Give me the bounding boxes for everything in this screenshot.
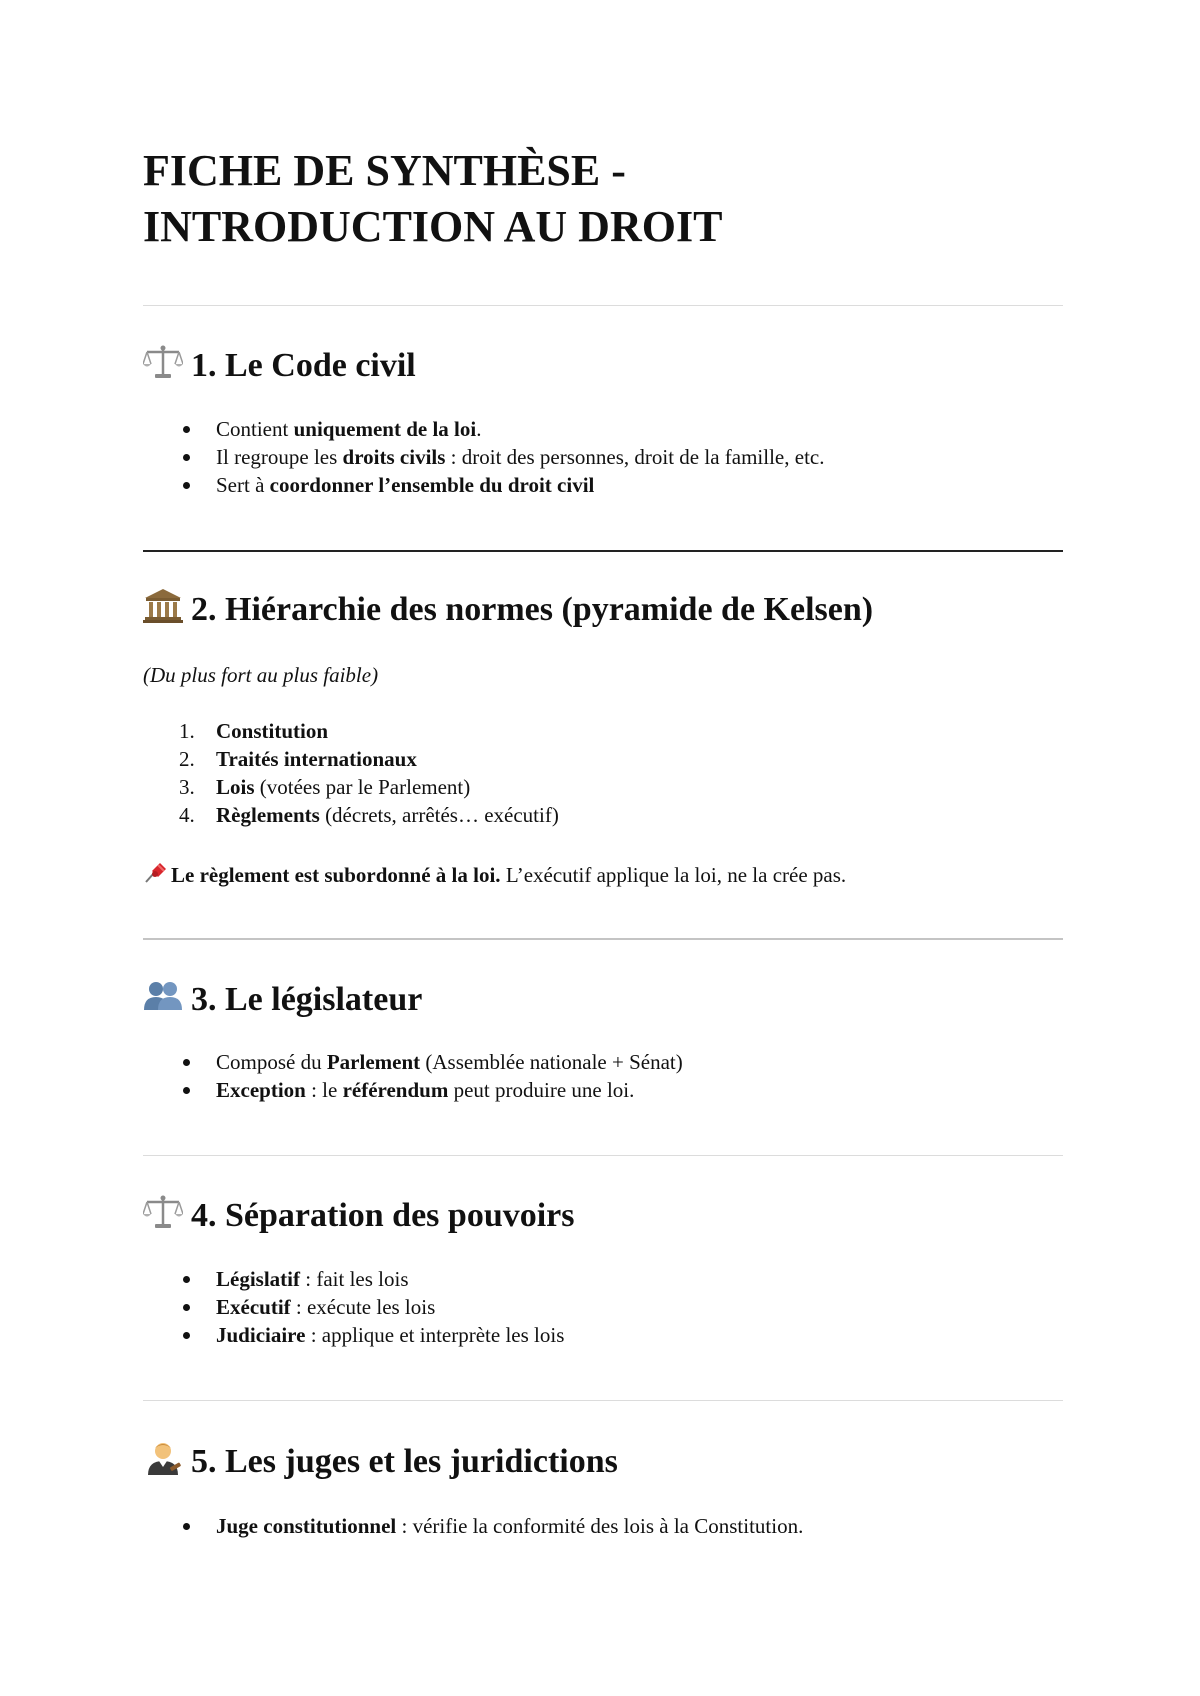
section-heading-juges xyxy=(143,1440,618,1482)
list-item-text: : vérifie la conformité des lois à la Constitution. xyxy=(396,1514,804,1538)
code-civil-list xyxy=(143,415,824,499)
juges-list xyxy=(143,1512,803,1540)
list-item-bold: Parlement xyxy=(326,1050,421,1074)
section-heading-legislateur xyxy=(143,978,422,1020)
list-item xyxy=(143,1512,803,1540)
list-item-text: : le xyxy=(305,1078,343,1102)
horizontal-rule xyxy=(143,550,1063,552)
list-item-text: (décrets, arrêtés… exécutif) xyxy=(319,803,559,827)
section-heading-hierarchie xyxy=(143,588,873,630)
list-item-bold: Règlements xyxy=(216,803,320,827)
list-item xyxy=(143,1293,564,1321)
list-item xyxy=(143,1076,683,1104)
list-item-bold: Traités internationaux xyxy=(216,747,417,771)
list-item-text: (votées par le Parlement) xyxy=(254,775,471,799)
list-item-text: Il regroupe les xyxy=(216,445,343,469)
list-item-bold: Exécutif xyxy=(216,1295,291,1319)
list-item-text: . xyxy=(476,417,482,441)
list-number: 2. xyxy=(179,747,195,771)
section-heading-separation xyxy=(143,1194,575,1236)
hierarchy-intro: (Du plus fort au plus faible) xyxy=(143,663,379,687)
list-item xyxy=(143,1321,564,1349)
document-title-line-1: FICHE DE SYNTHÈSE - xyxy=(143,146,626,195)
horizontal-rule xyxy=(143,1155,1063,1156)
horizontal-rule xyxy=(143,1400,1063,1401)
list-item-bold: coordonner l’ensemble du droit civil xyxy=(269,473,595,497)
list-item-text: : fait les lois xyxy=(300,1267,409,1291)
list-item-bold: Constitution xyxy=(216,719,329,743)
list-item-text: Contient xyxy=(216,417,294,441)
scales-icon xyxy=(143,1194,183,1230)
list-item xyxy=(143,745,559,773)
list-item-bold: Judiciaire xyxy=(216,1323,306,1347)
people-icon xyxy=(143,978,183,1014)
list-item-bold: droits civils xyxy=(342,445,446,469)
section-heading-text: 3. Le législateur xyxy=(191,981,423,1018)
list-item-bold: uniquement de la loi xyxy=(293,417,477,441)
list-item-bold: Lois xyxy=(216,775,255,799)
hierarchy-note xyxy=(143,860,846,889)
list-item xyxy=(143,1048,683,1076)
note-bold: Le règlement est subordonné à la loi. xyxy=(171,863,501,887)
list-item-text: : droit des personnes, droit de la famille, etc. xyxy=(445,445,825,469)
hierarchy-list xyxy=(143,717,559,829)
scales-icon xyxy=(143,344,183,380)
list-item-bold: référendum xyxy=(342,1078,449,1102)
list-item-text: peut produire une loi. xyxy=(448,1078,635,1102)
section-heading-text: 4. Séparation des pouvoirs xyxy=(191,1197,575,1234)
list-item xyxy=(143,443,824,471)
classical-building-icon xyxy=(143,588,183,624)
judge-icon xyxy=(143,1440,183,1476)
list-item-text: Sert à xyxy=(216,473,270,497)
section-heading-text: 5. Les juges et les juridictions xyxy=(191,1443,618,1480)
list-item xyxy=(143,471,824,499)
list-number: 4. xyxy=(179,803,195,827)
list-item-bold: Exception xyxy=(216,1078,306,1102)
list-item-text: (Assemblée nationale + Sénat) xyxy=(420,1050,683,1074)
list-item xyxy=(143,717,559,745)
list-item xyxy=(143,415,824,443)
document-title xyxy=(143,143,1063,255)
pushpin-icon xyxy=(143,860,169,884)
note-text: L’exécutif applique la loi, ne la crée pas. xyxy=(500,863,847,887)
legislateur-list xyxy=(143,1048,683,1104)
horizontal-rule xyxy=(143,938,1063,940)
list-item-bold: Législatif xyxy=(216,1267,300,1291)
list-item-text: : exécute les lois xyxy=(290,1295,436,1319)
list-number: 1. xyxy=(179,719,195,743)
horizontal-rule xyxy=(143,305,1063,306)
section-heading-text: 2. Hiérarchie des normes (pyramide de Kelsen) xyxy=(191,591,874,628)
list-item xyxy=(143,773,559,801)
list-number: 3. xyxy=(179,775,195,799)
list-item-text: Composé du xyxy=(216,1050,327,1074)
list-item-text: : applique et interprète les lois xyxy=(305,1323,565,1347)
list-item xyxy=(143,1265,564,1293)
document-title-line-2: INTRODUCTION AU DROIT xyxy=(143,202,723,251)
section-heading-code-civil xyxy=(143,344,416,386)
section-heading-text: 1. Le Code civil xyxy=(191,347,416,384)
list-item-bold: Juge constitutionnel xyxy=(216,1514,397,1538)
separation-list xyxy=(143,1265,564,1349)
list-item xyxy=(143,801,559,829)
